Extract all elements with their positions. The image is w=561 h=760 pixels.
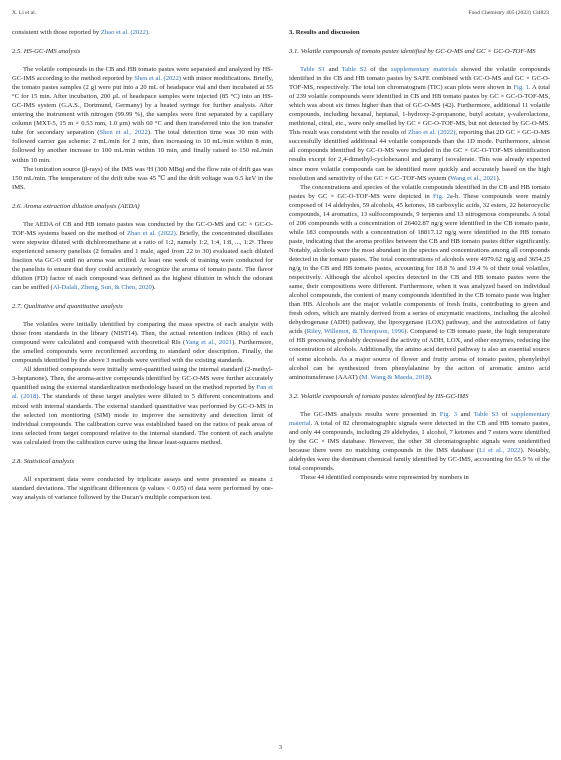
figure-link[interactable]: Fig. 1	[513, 84, 529, 92]
paragraph: The volatile compounds in the CB and HB tomato pastes were separated and analyzed by HS-GC-IMS according to the method reported by Shen et al. (2022) with minor modifications. Briefly, the tomato pastes samples (2 g) were put into a 20 mL of headspace vial and then incubated at 55 °C for 15 min. After incubation, 200 μL of headspace samples were injected (85 °C) into an HS-GC-IMS system (G.A.S., Dortmund, Germany) by a heated syringe for further analysis. After entering the instrument with nitrogen (99.99 %), the samples were first separated by a capillary column (MXT-5, 15 m × 0.53 mm, 1.0 μm) with 60 °C and then transferred into the ion transfer tube for secondary separation (Shen et al., 2022). The total detection time was 30 min with followed carrier gas scheme: 2 mL/min for 2 min, then increasing to 10 mL/min within 8 min, followed by another increase to 100 mL/min within 10 min, and finally raised to 150 mL/min within 10 min.	[12, 66, 273, 164]
right-column	[289, 28, 550, 482]
section-heading-3: 3. Results and discussion	[289, 29, 360, 36]
reference-link[interactable]: Li et al., 2022	[479, 446, 521, 454]
figure-link[interactable]: Fig. 2	[432, 192, 450, 200]
section-heading-2-5: 2.5. HS-GC-IMS analysis	[12, 48, 81, 56]
section-heading-3-2: 3.2. Volatile compounds of tomato pastes identified by HS-GC-IMS	[289, 392, 469, 400]
paragraph: Table S1 and Table S2 of the supplementary materials showed the volatile compounds identified in the CB and HB tomato pastes by SAFE combined with GC-O-MS and GC × GC-O-TOF-MS, respectively. The total ion chromatogram (TIC) scan plots were shown in Fig. 1. A total of 239 volatile compounds were identified in CB and HB tomato pastes by GC × GC-O-TOF-MS, which was about six times higher than that of GC-O-MS (42). Furthermore, additional 11 volatile compounds, including hexanal, heptanal, 1-hydroxy-2-propanone, butyl acetate, γ-valerolactone, methional, citral, etc., were only smelled by GC × GC-O-TOF-MS, but not detected by GC-O-MS. This result was consistent with the results of Zhao et al. (2022), reporting that 2D GC × GC-O-MS successfully identified additional 44 volatile compounds than the 1D mode. Furthermore, almost all compounds identified by GC-O-MS were included in the GC × GC-O-TOF-MS identification results except for 2,4-dimethyl-cyclohexanol and geranyl isovalerate. This was already expected since more volatile compounds can be identified more quickly and accurately based on the high resolution and sensitivity of the GC × GC–TOF-MS system (Wang et al., 2021).	[289, 66, 551, 182]
section-heading-2-6: 2.6. Aroma extraction dilution analysis (AEDA)	[12, 202, 140, 210]
reference-link[interactable]: Fan et al. (2018)	[12, 384, 273, 401]
section-heading-3-1: 3.1. Volatile compounds of tomato pastes identified by GC-O-MS and GC × GC-O-TOF-MS	[289, 48, 536, 55]
table-link[interactable]: Table S1	[300, 66, 326, 73]
section-heading-2-7: 2.7. Qualitative and quantitative analysis	[12, 303, 123, 311]
paragraph: The GC-IMS analysis results were presented in Fig. 3 and Table S3 of supplementary material. A total of 82 chromatographic signals were detected in the CB and HB tomato pastes, and only 44 compounds, including 29 aldehydes, 1 alcohol, 7 ketones and 7 esters were identified by the GC × IMS database. However, the other 38 chromatographic signals were unidentified because there were no matching compounds in the IMS database (Li et al., 2022). Notably, aldehydes were the dominant chemical family identified by GC-IMS, accounting for 65.9 % of the total compounds.	[289, 410, 550, 472]
table-link[interactable]: Table S2	[341, 66, 367, 73]
continued-paragraph: consistent with those reported by Zhao et al. (2022).	[12, 29, 150, 36]
section-heading-2-8: 2.8. Statistical analysis	[12, 457, 75, 465]
reference-link[interactable]: Shen et al., 2022	[99, 129, 148, 137]
paragraph: These 44 identified compounds were represented by numbers in	[300, 473, 469, 481]
reference-link[interactable]: Zhao et al. (2022)	[100, 29, 149, 36]
paragraph: The volatiles were initially identified by comparing the mass spectra of each analyte with those from standards in the library (NIST14). Then, the actual retention indices (RIs) of each compound were calculated and compared with theoretical RIs (Yang et al., 2021). Furthermore, the smelled compounds were reconfirmed according to standard odor description. Finally, the compounds identified by the above 3 methods were verified with the existing standards.	[12, 321, 273, 365]
page-number: 3	[279, 745, 282, 751]
reference-link[interactable]: Al-Dalali, Zheng, Sun, & Chen, 2020	[52, 284, 152, 292]
reference-link[interactable]: Zhao et al. (2022)	[408, 129, 456, 137]
paragraph: All identified compounds were initially semi-quantified using the internal standard (2-methyl-3-heptanone). Then, the aroma-active compounds identified by GC-O-MS were further accurately quantified using the external standardization methodology based on the method reported by Fan et al. (2018). The standards of these target analytes were diluted to 5 different concentrations and mixed with internal standards. The external standard quantitative was performed by GC-O-MS in the selected ion monitoring (SIM) mode to improve the sensitivity and detection limit of individual compounds. The calibration curve was established based on the ratios of peak areas of ions selected from target compound relative to the internal standard. The content of each analyte was calculated from the calibration curve using the linear least-squares method.	[12, 366, 273, 446]
reference-link[interactable]: Wang et al., 2021	[450, 174, 497, 182]
figure-link[interactable]: Fig. 3	[439, 410, 458, 418]
reference-link[interactable]: Riley, Willemot, & Thompson, 1996	[306, 328, 405, 336]
paragraph: The ionization source (β-rays) of the IMS was ³H (300 MBq) and the flow rate of drift gas was 150 mL/min. The temperature of the drift tube was 45 ℃ and the drift voltage was 6.5 keV in the IMS.	[12, 165, 273, 191]
running-header-authors: X. Li et al.	[12, 10, 37, 16]
paragraph: The concentrations and species of the volatile compounds identified in the CB and HB tomato pastes by GC × GC-O-TOF-MS were depicted in Fig. 2a-b. These compounds were mainly composed of 14 aldehydes, 59 alcohols, 45 ketones, 18 carboxylic acids, 32 esters, 22 heterocyclic compounds, 14 aromatics, 13 sulfocompounds, 9 terpenes and 13 nitrogenous compounds. A total of 206 compounds with a concentration of 26402.87 ng/g were identified in the CB tomato paste, while 183 compounds with a concentration of 18817.12 ng/g were identified in the HB tomato paste, indicating that the aroma profiles between the CB and HB tomato pastes differ significantly. Notably, alcohols were the most abundant in the species and concentrations among all compounds detected in the tomato pastes. The total concentrations of alcohols were 4979.62 ng/g and 3654.25 ng/g in the CB and HB tomato pastes, accounting for 18.8 % and 19.4 % of their total volatiles, respectively. Although the alcohol species detected in the CB and HB tomato pastes were the same, their compositions were different. Furthermore, when it was analyzed based on individual alcohol compounds, the content of many compounds identified in the CB tomato paste was higher than HB. Alcohols are the major volatile components of fresh fruits, contributing to green and fresh odors, which are mainly derived from a series of enzymatic reactions, including the alcohol dehydrogenase (ADH) pathway, the lipoxygenase (LOX) pathway, and the autoxidation of fatty acids (Riley, Willemot, & Thompson, 1996). Compared to CB tomato paste, the high temperature of HB processing probably decreased the activity of ADH, LOX, and other enzymes, reducing the concentration of alcohols. Additionally, the amino acid derived pathway is also an essential source of some alcohols. As a major source of flower and fruity aroma of tomato pastes, phenylethyl alcohol can be synthesized from phenylalanine by the action of aromatic amino acid aminotransferase (AAAT) (M. Wang & Maeda, 2018).	[289, 183, 550, 381]
paragraph: All experiment data were conducted by triplicate assays and were presented as means ± standard deviations. The significant differences (p values < 0.05) of data were performed by one-way analysis of variance followed by the Ducan’s multiple comparison test.	[12, 475, 273, 501]
paragraph: The AEDA of CB and HB tomato pastes was conducted by the GC-O-MS and GC × GC-O-TOF-MS systems based on the method of Zhao et al. (2022). Briefly, the concentrated distillates were stepwise diluted with dichloromethane at a ratio of 1:2, namely 1:2, 1:4, 1:8, ..., 1:2ⁿ. Three experienced sensory panelists (2 females and 1 male, aged from 22 to 30) evaluated each diluted fraction via GC-O until no aroma was sniffed. At least one week of training were conducted for the panelists to ensure that they could accurately recognize the aroma of tomato paste. The flavor dilution (FD) factor of each compound was defined as the highest dilution in which the odorant can be sniffed (Al-Dalali, Zheng, Sun, & Chen, 2020).	[12, 220, 273, 292]
left-column	[12, 28, 273, 502]
running-header-journal: Food Chemistry 405 (2023) 134823	[468, 10, 549, 16]
reference-link[interactable]: Zhao et al. (2022)	[127, 229, 176, 237]
supplementary-link[interactable]: supplementary material	[289, 410, 550, 427]
reference-link[interactable]: Yang et al., 2021	[185, 339, 233, 347]
table-link[interactable]: Table S3	[473, 410, 499, 418]
reference-link[interactable]: M. Wang & Maeda, 2018	[361, 373, 429, 381]
supplementary-link[interactable]: supplementary materials	[390, 66, 458, 73]
reference-link[interactable]: Shen et al. (2022)	[134, 75, 182, 83]
